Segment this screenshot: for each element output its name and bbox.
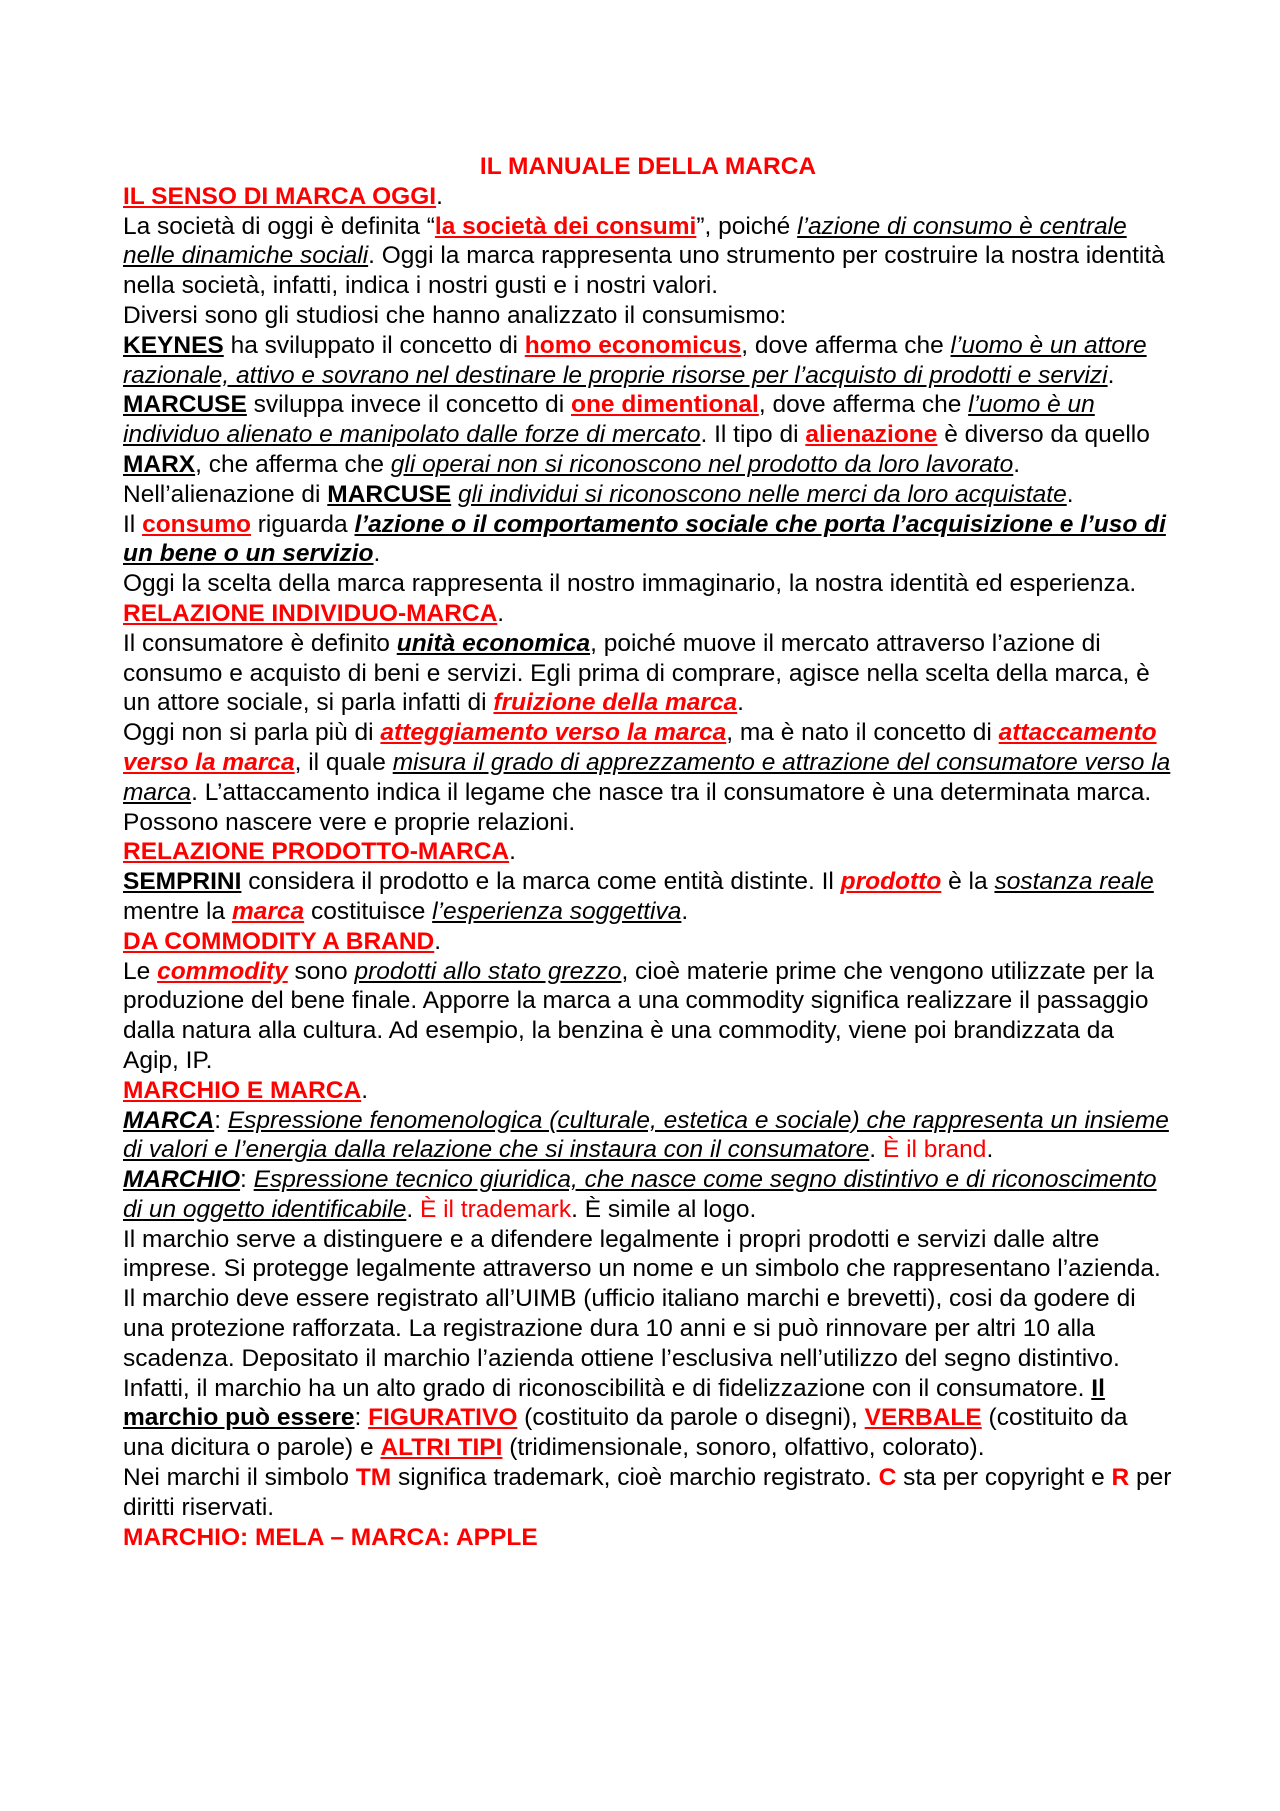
example-apple: MARCHIO: MELA – MARCA: APPLE	[123, 1523, 538, 1551]
paragraph-semprini: SEMPRINI considera il prodotto e la marca come entità distinte. Il prodotto è la sostanza reale mentre la marca costituisce l’esperienza soggettiva.	[123, 868, 1154, 925]
definition-marchio: MARCHIO: Espressione tecnico giuridica, che nasce come segno distintivo e di riconoscimento di un oggetto identificabile. È il trademark. È simile al logo.	[123, 1166, 1157, 1223]
term-consumo: consumo	[142, 510, 251, 538]
paragraph-registrazione: Il marchio deve essere registrato all’UIMB (ufficio italiano marchi e brevetti), cosi da godere di una protezione rafforzata. La registrazione dura 10 anni e si può rinnovare per altri 10 alla scadenza. Depositato il marchio l’azienda ottiene l’esclusiva nell’utilizzo del segno distintivo. Infatti, il marchio ha un alto grado di riconoscibilità e di fidelizzazione con il consumatore. Il marchio può essere: FIGURATIVO (costituito da parole o disegni), VERBALE (costituito da una dicitura o parole) e ALTRI TIPI (tridimensionale, sonoro, olfattivo, colorato).	[123, 1285, 1136, 1462]
heading-text: RELAZIONE PRODOTTO-MARCA	[123, 838, 510, 866]
author-keynes: KEYNES	[123, 331, 224, 359]
section-heading-commodity-brand: DA COMMODITY A BRAND.	[123, 927, 442, 955]
page-title: IL MANUALE DELLA MARCA	[479, 153, 817, 180]
paragraph: Nell’alienazione di MARCUSE gli individui si riconoscono nelle merci da loro acquistate.	[123, 480, 1074, 508]
type-verbale: VERBALE	[864, 1404, 982, 1432]
section-heading-individuo-marca: RELAZIONE INDIVIDUO-MARCA.	[123, 599, 505, 627]
note-brand: È il brand	[882, 1136, 987, 1164]
term-one-dimentional: one dimentional	[571, 391, 759, 419]
author-marcuse: MARCUSE	[123, 391, 247, 419]
author-marx: MARX	[123, 450, 196, 478]
paragraph: La società di oggi è definita “la società dei consumi”, poiché l’azione di consumo è centrale nelle dinamiche sociali. Oggi la marca rappresenta uno strumento per costruire la nostra identità nella società, infatti, indica i nostri gusti e i nostri valori.	[123, 212, 1165, 300]
heading-text: RELAZIONE INDIVIDUO-MARCA	[123, 599, 498, 627]
document	[123, 152, 1173, 1552]
term-alienazione: alienazione	[805, 421, 938, 449]
term-prodotto: prodotto	[840, 868, 942, 896]
section-heading-prodotto-marca: RELAZIONE PRODOTTO-MARCA.	[123, 838, 516, 866]
symbol-tm: TM	[355, 1464, 392, 1492]
heading-text: IL SENSO DI MARCA OGGI	[123, 182, 437, 210]
heading-text: MARCHIO E MARCA	[123, 1076, 362, 1104]
section-heading-marchio-marca: MARCHIO E MARCA.	[123, 1076, 368, 1104]
paragraph: Diversi sono gli studiosi che hanno analizzato il consumismo:	[123, 301, 787, 329]
term-unita-economica: unità economica	[396, 629, 591, 657]
term-homo-economicus: homo economicus	[524, 331, 742, 359]
term-fruizione-della-marca: fruizione della marca	[493, 689, 738, 717]
label-marca: MARCA	[123, 1106, 215, 1134]
paragraph: Il marchio serve a distinguere e a difendere legalmente i propri prodotti e servizi dalle altre imprese. Si protegge legalmente attraverso un nome e un simbolo che rappresentano l’azienda.	[123, 1225, 1161, 1283]
term-commodity: commodity	[157, 957, 288, 985]
definition-marca: MARCA: Espressione fenomenologica (culturale, estetica e sociale) che rappresenta un insieme di valori e l’energia dalla relazione che si instaura con il consumatore. È il brand.	[123, 1106, 1169, 1164]
term-atteggiamento: atteggiamento verso la marca	[380, 719, 727, 747]
type-figurativo: FIGURATIVO	[368, 1404, 518, 1432]
term-societa-dei-consumi: la società dei consumi	[434, 212, 697, 240]
symbol-r: R	[1111, 1464, 1130, 1492]
paragraph: Il consumatore è definito unità economica, poiché muove il mercato attraverso l’azione di consumo e acquisto di beni e servizi. Egli prima di comprare, agisce nella scelta della marca, è un attore sociale, si parla infatti di fruizione della marca.	[123, 629, 1150, 717]
heading-text: DA COMMODITY A BRAND	[123, 927, 435, 955]
author-marcuse: MARCUSE	[327, 480, 452, 508]
author-semprini: SEMPRINI	[123, 868, 242, 896]
label-marchio: MARCHIO	[123, 1166, 241, 1194]
paragraph: Oggi la scelta della marca rappresenta il nostro immaginario, la nostra identità ed esperienza.	[123, 570, 1137, 598]
type-altri-tipi: ALTRI TIPI	[380, 1434, 503, 1462]
paragraph-simboli: Nei marchi il simbolo TM significa trademark, cioè marchio registrato. C sta per copyright e R per diritti riservati.	[123, 1464, 1172, 1521]
paragraph-keynes: KEYNES ha sviluppato il concetto di homo economicus, dove afferma che l’uomo è un attore razionale, attivo e sovrano nel destinare le proprie risorse per l’acquisto di prodotti e servizi.	[123, 331, 1147, 389]
paragraph: Oggi non si parla più di atteggiamento verso la marca, ma è nato il concetto di attaccamento verso la marca, il quale misura il grado di apprezzamento e attrazione del consumatore verso la marca. L’attaccamento indica il legame che nasce tra il consumatore è una determinata marca. Possono nascere vere e proprie relazioni.	[123, 719, 1171, 836]
symbol-c: C	[878, 1464, 897, 1492]
paragraph-marcuse: MARCUSE sviluppa invece il concetto di one dimentional, dove afferma che l’uomo è un individuo alienato e manipolato dalle forze di mercato. Il tipo di alienazione è diverso da quello MARX, che afferma che gli operai non si riconoscono nel prodotto da loro lavorato.	[123, 391, 1150, 478]
term-attaccamento: attaccamento verso la marca	[123, 719, 1157, 776]
term-marca: marca	[231, 897, 305, 925]
section-heading-senso-di-marca: IL SENSO DI MARCA OGGI.	[123, 182, 443, 210]
paragraph: Le commodity sono prodotti allo stato grezzo, cioè materie prime che vengono utilizzate per la produzione del bene finale. Apporre la marca a una commodity significa realizzare il passaggio dalla natura alla cultura. Ad esempio, la benzina è una commodity, viene poi brandizzata da Agip, IP.	[123, 957, 1154, 1074]
note-trademark: È il trademark	[419, 1195, 572, 1223]
paragraph-consumo: Il consumo riguarda l’azione o il comportamento sociale che porta l’acquisizione e l’uso di un bene o un servizio.	[123, 510, 1166, 568]
